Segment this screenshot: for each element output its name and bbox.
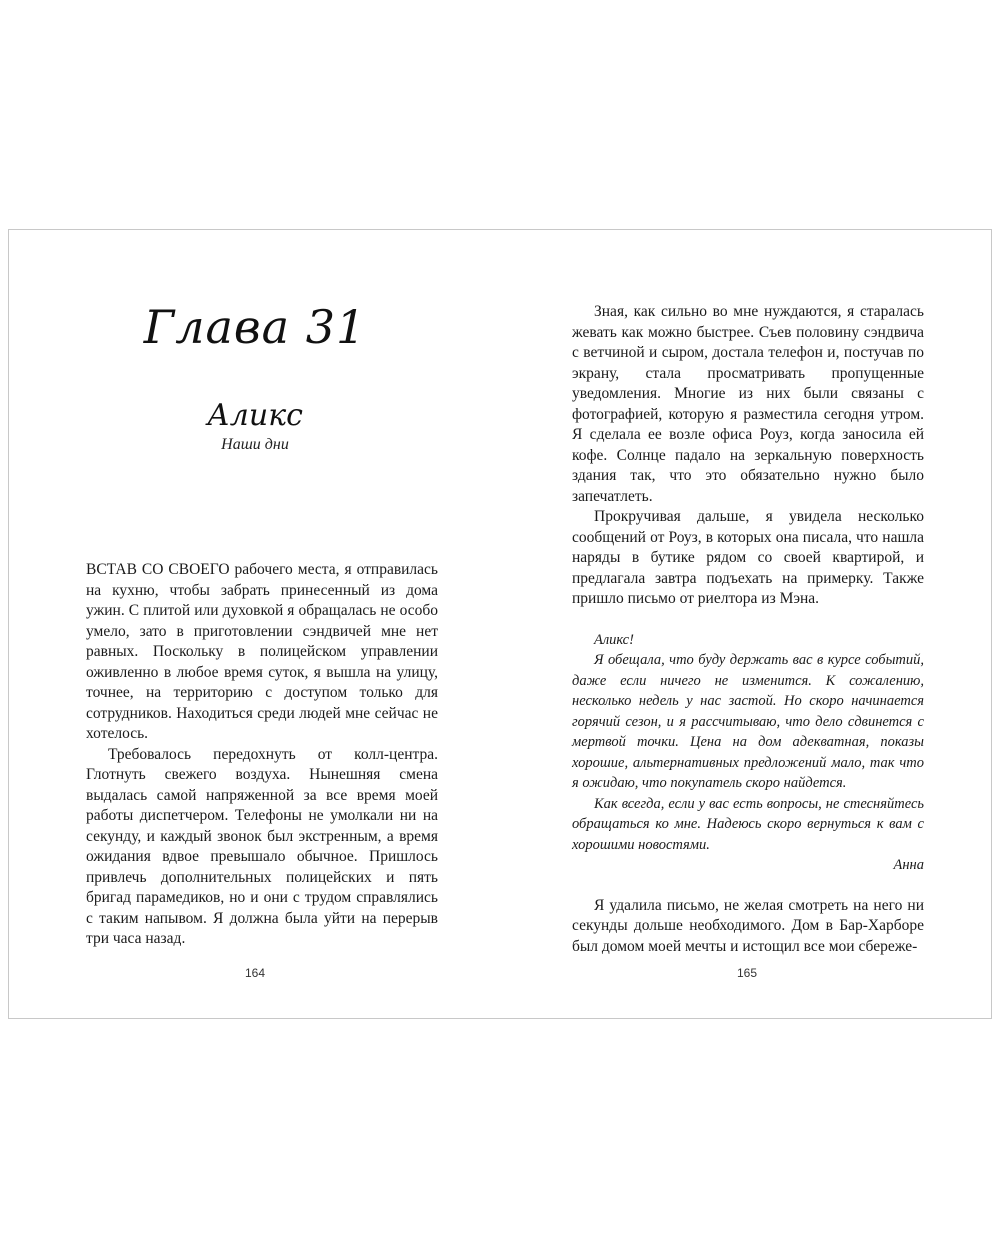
paragraph: ВСТАВ СО СВОЕГО рабочего места, я отправилась на кухню, чтобы забрать принесенный из дома ужин. С плитой или духовкой я обращалась не особо умело, зато в приготовлении сэндвичей мне нет равных. Поскольку в полицейском управлении оживленно в любое время суток, я вышла на улицу, точнее, на территорию с доступом только для сотрудников. Находиться среди людей мне сейчас не хотелось. xyxy=(86,561,438,742)
right-page xyxy=(501,230,993,1018)
chapter-title: Глава 31 xyxy=(143,300,367,354)
letter-paragraph: Как всегда, если у вас есть вопросы, не стесняйтесь обращаться ко мне. Надеюсь скоро вернуться к вам с хорошими новостями. xyxy=(572,795,924,853)
letter-paragraph: Я обещала, что буду держать вас в курсе событий, даже если ничего не изменится. К сожалению, несколько недель у нас застой. Но скоро начинается горячий сезон, и я рассчитываю, что дело сдвинется с мертвой точки. Цена на дом адекватная, показы хорошие, альтернативных предложений мало, так что я ожидаю, что покупатель скоро найдется. xyxy=(572,652,924,791)
letter-signature: Анна xyxy=(893,857,924,873)
pov-character-name: Аликс xyxy=(207,398,303,433)
left-page-text xyxy=(86,560,438,950)
book-spread xyxy=(8,229,992,1019)
pov-time-label: Наши дни xyxy=(221,436,289,453)
page-number-left: 164 xyxy=(244,966,266,980)
right-page-text xyxy=(572,302,924,957)
left-page xyxy=(9,230,501,1018)
paragraph: Требовалось передохнуть от колл-центра. Глотнуть свежего воздуха. Нынешняя смена выдалась самой напряженной за все время моей работы диспетчером. Телефоны не умолкали ни на секунду, и каждый звонок был экстренным, а время ожидания вдвое превышало обычное. Пришлось привлечь дополнительных полицейских и пять бригад парамедиков, но и они с трудом справлялись с таким напывом. Я должна была уйти на перерыв три часа назад. xyxy=(86,745,438,947)
letter-greeting: Аликс! xyxy=(594,631,634,648)
paragraph: Зная, как сильно во мне нуждаются, я старалась жевать как можно быстрее. Съев половину сэндвича с ветчиной и сыром, достала телефон и, постучав по экрану, стала просматривать пропущенные уведомления. Многие из них были связаны с фотографией, которую я разместила сегодня утром. Я сделала ее возле офиса Роуз, когда заносила ей кофе. Солнце падало на зеркальную поверхность здания так, что это обязательно нужно было запечатлеть. xyxy=(572,303,924,505)
page-number-right: 165 xyxy=(736,966,758,980)
email-letter xyxy=(572,630,924,876)
paragraph: Прокручивая дальше, я увидела несколько сообщений от Роуз, в которых она писала, что нашла наряды в бутике рядом со своей квартирой, и предлагала завтра подъехать на примерку. Также пришло письмо от риелтора из Мэна. xyxy=(572,508,924,607)
paragraph: Я удалила письмо, не желая смотреть на него ни секунды дольше необходимого. Дом в Бар-Харборе был домом моей мечты и истощил все мои сбереже- xyxy=(572,896,924,955)
